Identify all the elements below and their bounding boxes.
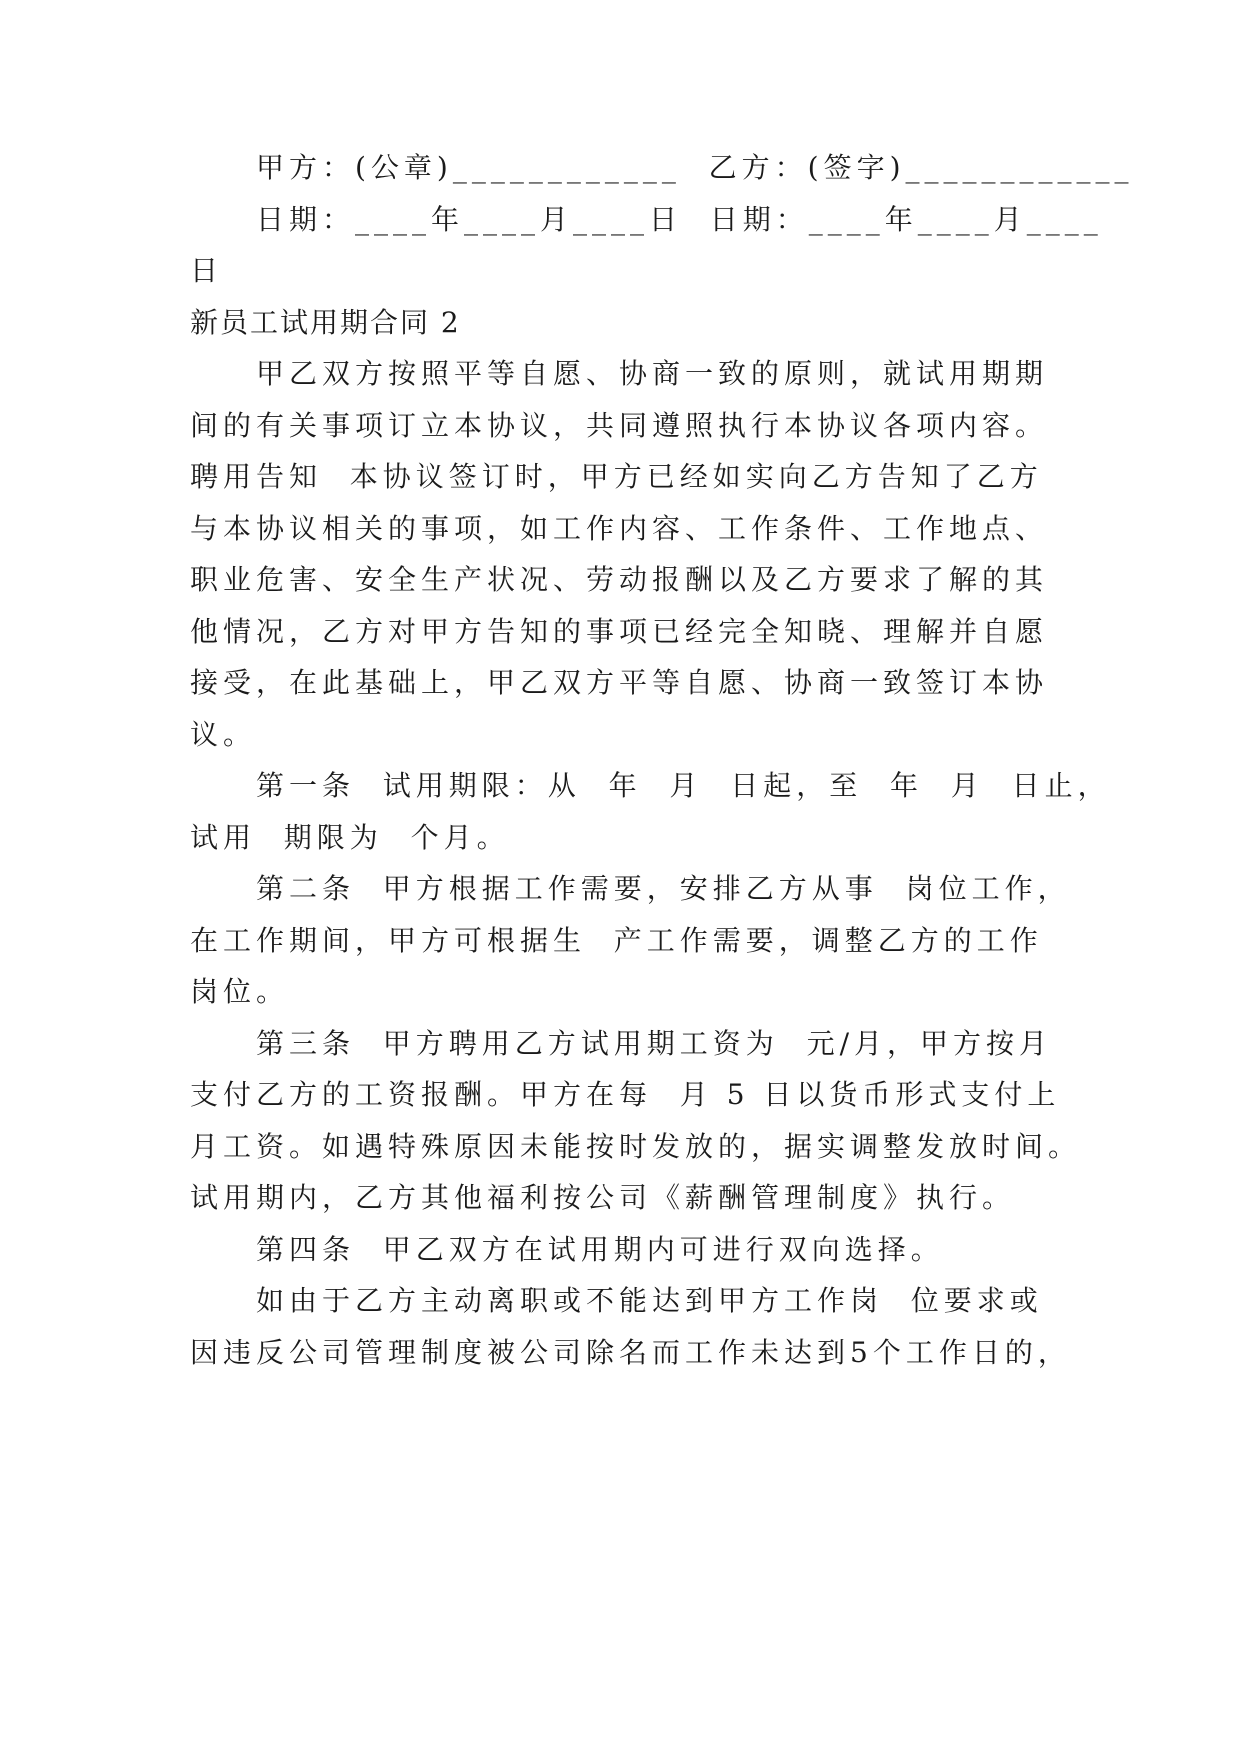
intro-line: 间的有关事项订立本协议，共同遵照执行本协议各项内容。 [190,409,1049,442]
intro-line: 职业危害、安全生产状况、劳动报酬以及乙方要求了解的其 [190,563,1049,596]
intro-line: 接受，在此基础上，甲乙双方平等自愿、协商一致签订本协 [190,666,1049,699]
resign-line: 因违反公司管理制度被公司除名而工作未达到5个工作日的， [190,1336,1071,1369]
resign-line: 如由于乙方主动离职或不能达到甲方工作岗 位要求或 [256,1284,1043,1317]
article-1-line: 试用 期限为 个月。 [190,821,510,854]
intro-line: 议。 [190,718,257,751]
article-1-line: 第一条 试用期限：从 年 月 日起，至 年 月 日止， [256,769,1111,802]
article-2-line: 岗位。 [190,975,290,1008]
signature-date-line: 日期：____年____月____日 日期：____年____月____ [256,203,1103,236]
article-3-line: 第三条 甲方聘用乙方试用期工资为 元/月，甲方按月 [256,1027,1053,1060]
intro-line: 聘用告知 本协议签订时，甲方已经如实向乙方告知了乙方 [190,460,1043,493]
intro-line: 他情况，乙方对甲方告知的事项已经完全知晓、理解并自愿 [190,615,1049,648]
document-title: 新员工试用期合同 2 [190,306,461,339]
signature-party-line: 甲方：(公章)____________ 乙方：(签字)____________ [256,151,1134,184]
article-2-line: 第二条 甲方根据工作需要，安排乙方从事 岗位工作， [256,872,1071,905]
article-2-line: 在工作期间，甲方可根据生 产工作需要，调整乙方的工作 [190,924,1043,957]
signature-date-line-cont: 日 [190,254,224,287]
article-4-line: 第四条 甲乙双方在试用期内可进行双向选择。 [256,1233,944,1266]
intro-line: 与本协议相关的事项，如工作内容、工作条件、工作地点、 [190,512,1049,545]
article-3-line: 试用期内，乙方其他福利按公司《薪酬管理制度》执行。 [190,1181,1016,1214]
intro-line: 甲乙双方按照平等自愿、协商一致的原则，就试用期期 [256,357,1049,390]
article-3-line: 月工资。如遇特殊原因未能按时发放的，据实调整发放时间。 [190,1130,1082,1163]
article-3-line: 支付乙方的工资报酬。甲方在每 月 5 日以货币形式支付上 [190,1078,1061,1111]
